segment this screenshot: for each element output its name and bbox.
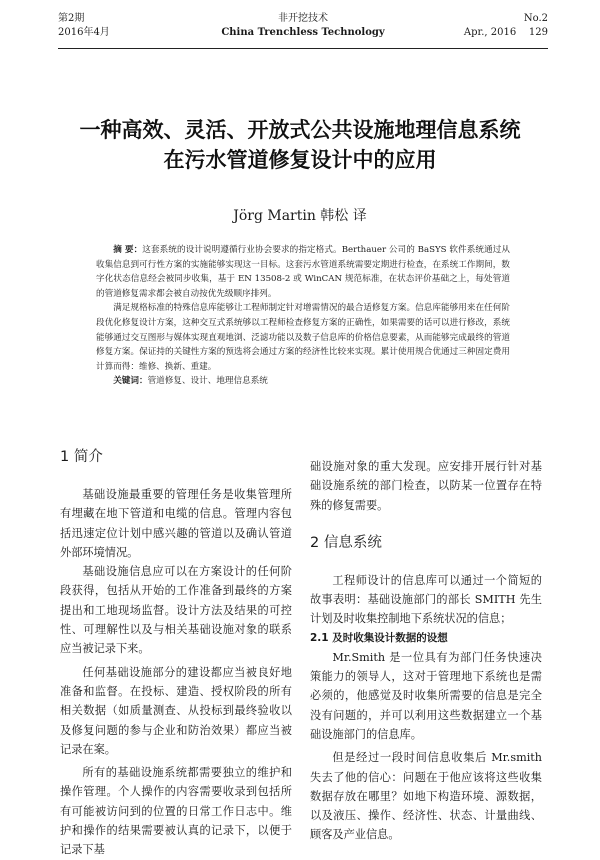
header-rule [58,48,548,49]
intro-paragraph-1: 基础设施最重要的管理任务是收集管理所有埋藏在地下管道和电缆的信息。管理内容包括迅速定位计划中感兴趣的管道以及确认管道外部环境情况。 [60,488,292,559]
header-journal-en: China Trenchless Technology [221,27,385,38]
intro-paragraph-2: 基础设施信息应可以在方案设计的任何阶段获得，包括从开始的工作准备到最终的方案提出和工地现场监督。设计方法及结果的可控性、可理解性以及与相关基础设施对象的联系应当被记录下来。 [60,565,292,656]
header-issue: 第2期 [58,13,85,24]
info-system-paragraph-3: 但是经过一段时间信息收集后 Mr.smith 失去了他的信心：问题在于他应该将这些收集数据存放在哪里？如地下构造环境、源数据，以及液压、操作、经济性、状态、计量曲线、顾客及产业信息。 [310,751,542,842]
abstract-label: 摘 要： [113,245,143,255]
header-month-page [398,26,548,40]
section-heading-intro: 1 简介 [60,449,103,465]
abstract-paragraph-2: 满足规格标准的特殊信息库能够让工程师制定针对增需情况的最合适修复方案。信息库能够用来在任何阶段优化修复设计方案，这种交互式系统够以工程师检查修复方案的正确性，如果需要的话可以进行修改，系统能够通过交互图形与媒体实现直观地浏、泛滤功能以及数子信息库的价格信息要素，从而能够完成最终的管道修复方案。保证持的关键性方案的预选将会通过方案的经济性比较来实现。累计使用规合优通过三种固定费用计算而得：维修、换新、重建。 [96,303,510,372]
header-journal-cn: 非开挖技术 [278,13,328,24]
keywords [96,374,510,389]
header-date: 2016年4月 [58,27,110,38]
keywords-text: 管道修复、设计、地理信息系统 [147,376,268,387]
intro-paragraph-3: 任何基础设施部分的建设都应当被良好地准备和监督。在投标、建造、授权阶段的所有相关数据（如质量测查、从投标到最终验收以及修复问题的参与企业和防治效果）都应当被记录在案。 [60,665,292,756]
article-title [40,115,560,175]
intro-paragraph-4: 所有的基础设施系统都需要独立的维护和操作管理。个人操作的内容需要收录到包括所有可能被访问到的位置的日常工作日志中。维护和操作的结果需要被认真的记录下，以便于记录下基 [60,766,292,857]
page-header [58,10,548,54]
keywords-label: 关键词： [113,376,148,387]
header-page-number: 129 [528,27,548,38]
abstract [96,243,510,389]
left-column [60,447,292,860]
abstract-text-1: 这套系统的设计说明遵循行业协会要求的指定格式。Berthauer 公司的 BaSYS 软件系统通过从收集信息到可行性方案的实施能够实现这一目标。这套污水管道系统需要定期进行检查，在系统工作期间，数字化状态信息经会被同步收集，基于 EN 13508-2 或 WinCAN 规范标准，在状态评价基础之上，每处管道的管道修复需求都会被自动按优先级顺序排列。 [96,245,510,299]
title-line-1: 一种高效、灵活、开放式公共设施地理信息系统 [79,118,521,142]
section-heading-info-system: 2 信息系统 [310,534,382,551]
right-column [310,457,542,845]
title-line-2: 在污水管道修复设计中的应用 [163,148,437,172]
info-system-paragraph-2: Mr.Smith 是一位具有为部门任务快速决策能力的领导人，这对于管理地下系统也是需必须的，他感觉及时收集所需要的信息是完全没有问题的，并可以利用这些数据建立一个基础设施部门的信息库。 [310,650,542,741]
subsection-heading-2-1: 2.1 及时收集设计数据的设想 [310,631,448,644]
header-no: No.2 [523,13,548,24]
header-right [398,12,548,40]
authors: Jörg Martin 韩松 译 [233,208,367,224]
intro-continuation: 础设施对象的重大发现。应安排开展行针对基础设施系统的部门检查，以防某一位置存在特殊的修复需要。 [310,460,542,512]
abstract-paragraph-1 [96,243,510,301]
info-system-paragraph-1: 工程师设计的信息库可以通过一个简短的故事表明：基础设施部门的部长 SMITH 先生计划及时收集控制地下系统状况的信息； [310,573,542,626]
header-month-year: Apr., 2016 [463,27,517,38]
